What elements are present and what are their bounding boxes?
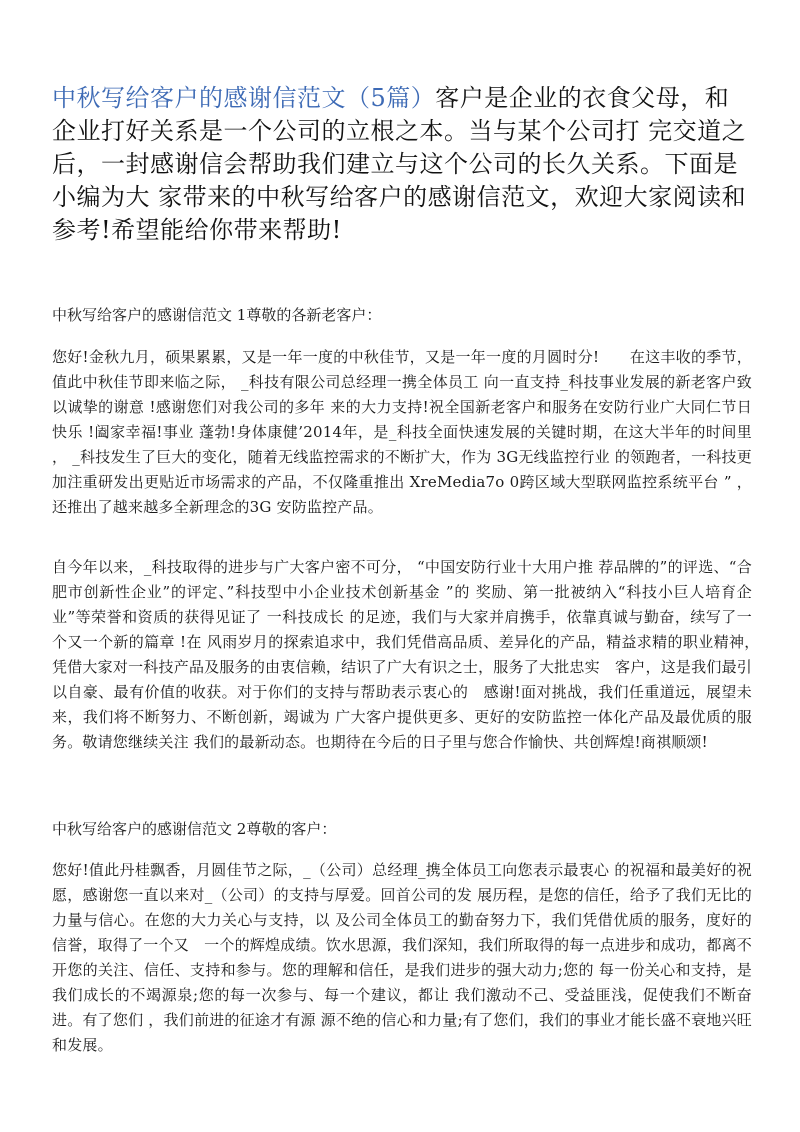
intro-paragraph	[52, 82, 752, 247]
letter1-paragraph-2: 自今年以来，_科技取得的进步与广大客户密不可分， “中国安防行业十大用户推 荐品牌的”的评选、“合肥市创新性企业”的评定、”科技型中小企业技术创新基金 ”的 奖励、第一批被纳入“科技小巨人培育企业”等荣誉和资质的获得见证了 一科技成长 的足迹，我们与大家并肩携手，依靠真诚与勤奋，续写了一个又一个新的篇章 !在 风雨岁月的探索追求中，我们凭借高品质、差异化的产品，精益求精的职业精神， 凭借大家对一科技产品及服务的由衷信赖，结识了广大有识之士，服务了大批忠实 客户，这是我们最引以自豪、最有价值的收获。对于你们的支持与帮助表示衷心的 感谢!面对挑战，我们任重道远，展望未来，我们将不断努力、不断创新，竭诚为 广大客户提供更多、更好的安防监控一体化产品及最优质的服务。敬请您继续关注 我们的最新动态。也期待在今后的日子里与您合作愉快、共创辉煌!商祺顺颂!	[52, 558, 768, 751]
letter2-paragraph-1: 您好!值此丹桂飘香，月圆佳节之际，_（公司）总经理_携全体员工向您表示最衷心 的祝福和最美好的祝愿，感谢您一直以来对_（公司）的支持与厚爱。回首公司的发 展历程，是您的信任，给予了我们无比的力量与信心。在您的大力关心与支持，以 及公司全体员工的勤奋努力下，我们凭借优质的服务，度好的信誉，取得了一个又 一个的辉煌成绩。饮水思源，我们深知，我们所取得的每一点进步和成功，都离不 开您的关注、信任、支持和参与。您的理解和信任，是我们进步的强大动力;您的 每一份关心和支持，是我们成长的不竭源泉;您的每一次参与、每一个建议，都让 我们激动不己、受益匪浅，促使我们不断奋进。有了您们 ，我们前进的征途才有源 源不绝的信心和力量;有了您们，我们的事业才能长盛不衰地兴旺和发展。	[52, 861, 752, 1054]
letter1-paragraph-1: 您好!金秋九月，硕果累累，又是一年一度的中秋佳节，又是一年一度的月圆时分! 在这丰收的季节，值此中秋佳节即来临之际， _科技有限公司总经理一携全体员工 向一直支持_科技事业发展的新老客户致以诚挚的谢意 !感谢您们对我公司的多年 来的大力支持!祝全国新老客户和服务在安防行业广大同仁节日快乐 !阖家幸福!事业 蓬勃!身体康健’2014年，是_科技全面快速发展的关键时期，在这大半年的时间里 ， _科技发生了巨大的变化，随着无线监控需求的不断扩大，作为 3G无线监控行业 的领跑者，一科技更加注重研发出更贴近市场需求的产品，不仅隆重推出 XreMedia7o 0跨区域大型联网监控系统平台 ” ，还推出了越来越多全新理念的3G 安防监控产品。	[52, 348, 752, 516]
intro-text: 客户是企业的衣食父母，和企业打好关系是一个公司的立根之本。当与某个公司打 完交道之后，一封感谢信会帮助我们建立与这个公司的长久关系。下面是小编为大 家带来的中秋写给客户的感谢信范文，欢迎大家阅读和参考!希望能给你带来帮助!	[52, 84, 747, 244]
letter1-heading: 中秋写给客户的感谢信范文 1尊敬的各新老客户：	[52, 306, 382, 324]
letter2-heading: 中秋写给客户的感谢信范文 2尊敬的客户：	[52, 820, 337, 838]
document-title: 中秋写给客户的感谢信范文（5篇）	[52, 84, 436, 112]
